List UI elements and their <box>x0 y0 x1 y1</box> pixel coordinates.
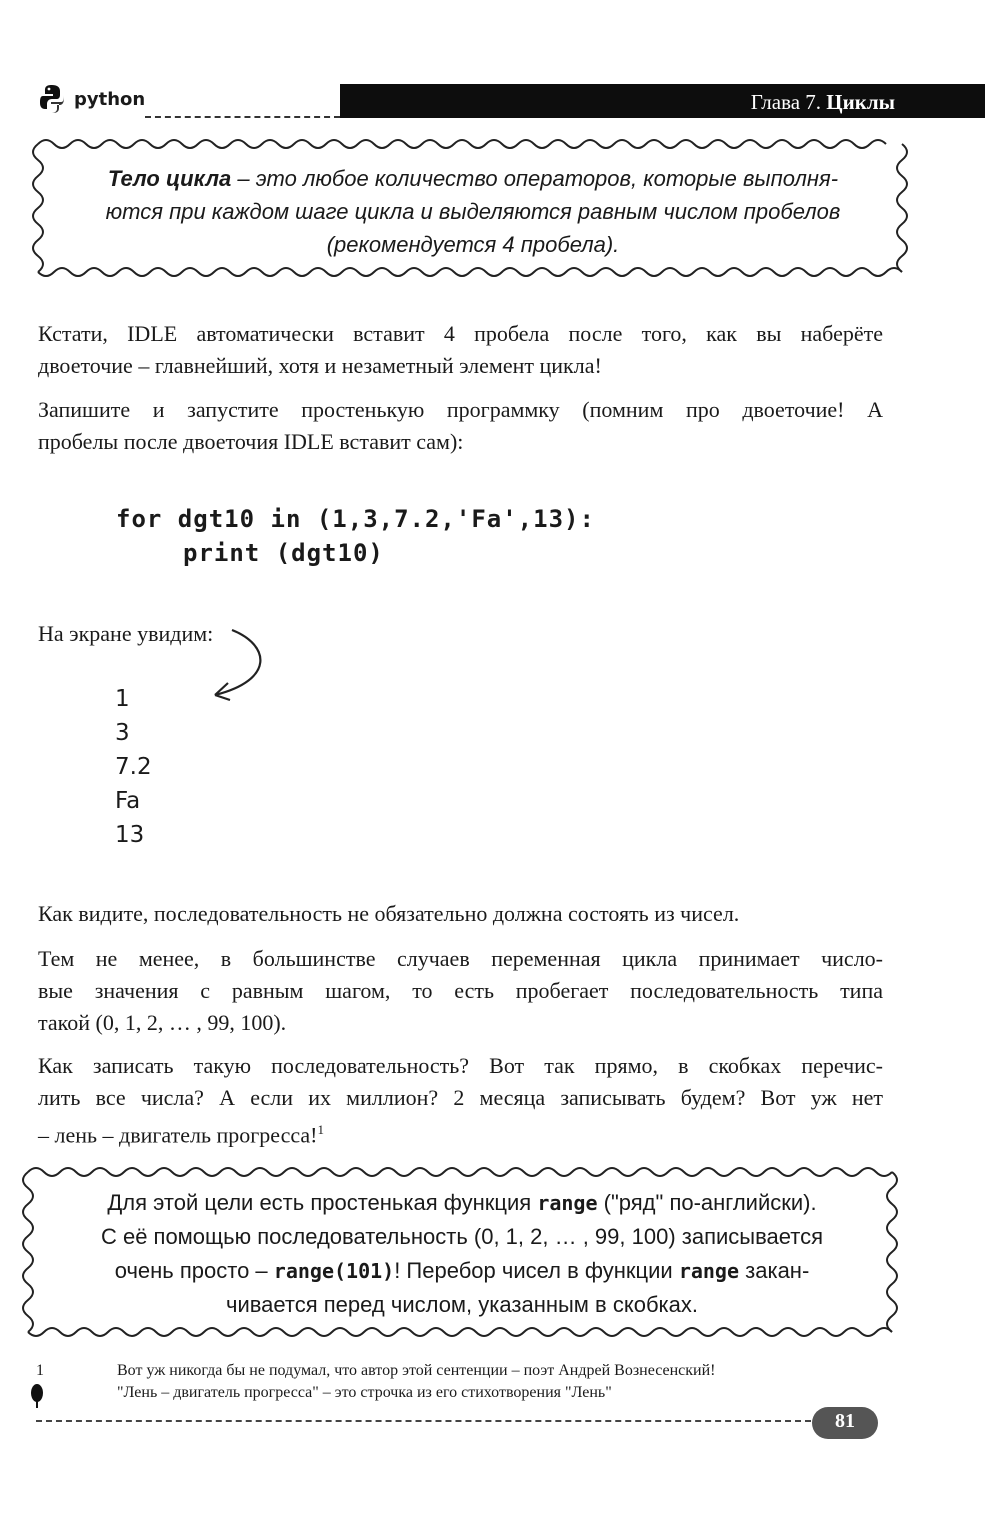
range-line-4: чивается перед числом, указанным в скобках. <box>225 1292 699 1317</box>
leaf-icon <box>30 1384 44 1408</box>
output-value: Fa <box>115 788 141 814</box>
range-101-code: range(101) <box>273 1259 395 1283</box>
python-logo-text: python <box>74 89 146 110</box>
footnote-line-2: "Лень – двигатель прогресса" – это строчка из его стихотворения "Лень" <box>117 1384 612 1401</box>
paragraph-program: Запишите и запустите простенькую программку (помним про двоеточие! А пробелы после двоеточия IDLE вставит сам): <box>38 397 883 454</box>
output-value: 3 <box>115 720 130 746</box>
range-line-3: очень просто – range(101)! Перебор чисел в функции range закан- <box>114 1258 810 1283</box>
range-box <box>28 1186 896 1322</box>
output-value: 1 <box>115 686 130 712</box>
chapter-prefix: Глава 7. <box>750 90 822 114</box>
paragraph-sequence: Как видите, последовательность не обязательно должна состоять из чисел. <box>38 901 740 926</box>
chapter-title: Циклы <box>826 90 895 114</box>
range-box-border <box>28 1168 892 1176</box>
paragraph-laziness: Как записать такую последовательность? Вот так прямо, в скобках перечис- лить все числа? А если их миллион? 2 месяца записывать будем? Вот уж нет – лень – двигатель прогресса!$^1$ <box>38 1053 883 1148</box>
range-line-1: Для этой цели есть простенькая функция range ("ряд" по-английски). <box>107 1190 817 1215</box>
definition-line-3: (рекомендуется 4 пробела). <box>326 232 620 257</box>
output-value: 7.2 <box>115 754 152 780</box>
definition-box <box>38 162 908 261</box>
paragraph-loop-variable: Тем не менее, в большинстве случаев переменная цикла принимает число- вые значения с равным шагом, то есть пробегает последовательность типа такой (0, 1, 2, … , 99, 100). <box>38 946 883 1035</box>
output-value: 13 <box>115 822 145 848</box>
range-code: range <box>537 1191 598 1215</box>
footnote-line-1: Вот уж никогда бы не подумал, что автор этой сентенции – поэт Андрей Вознесенский! <box>117 1362 716 1379</box>
definition-box-border <box>38 140 886 148</box>
code-line-2: print (dgt10) <box>183 539 384 567</box>
page-number: 81 <box>835 1410 855 1432</box>
output-label: На экране увидим: <box>38 621 214 646</box>
paragraph-idle: Кстати, IDLE автоматически вставит 4 пробела после того, как вы наберёте двоеточие – главнейший, хотя и незаметный элемент цикла! <box>38 321 883 378</box>
definition-term: Тело цикла <box>107 166 232 191</box>
definition-line-1: Тело цикла – это любое количество операторов, которые выполня- <box>107 166 839 191</box>
footnote-number: 1 <box>36 1362 44 1379</box>
footer-divider <box>36 1420 811 1422</box>
range-code: range <box>678 1259 740 1283</box>
code-line-1: for dgt10 in (1,3,7.2,'Fa',13): <box>116 505 595 533</box>
definition-line-2: ются при каждом шаге цикла и выделяются равным числом пробелов <box>105 199 841 224</box>
range-line-2: С её помощью последовательность (0, 1, 2, … , 99, 100) записывается <box>100 1224 824 1249</box>
footnote-ref[interactable]: 1 <box>317 1122 325 1137</box>
